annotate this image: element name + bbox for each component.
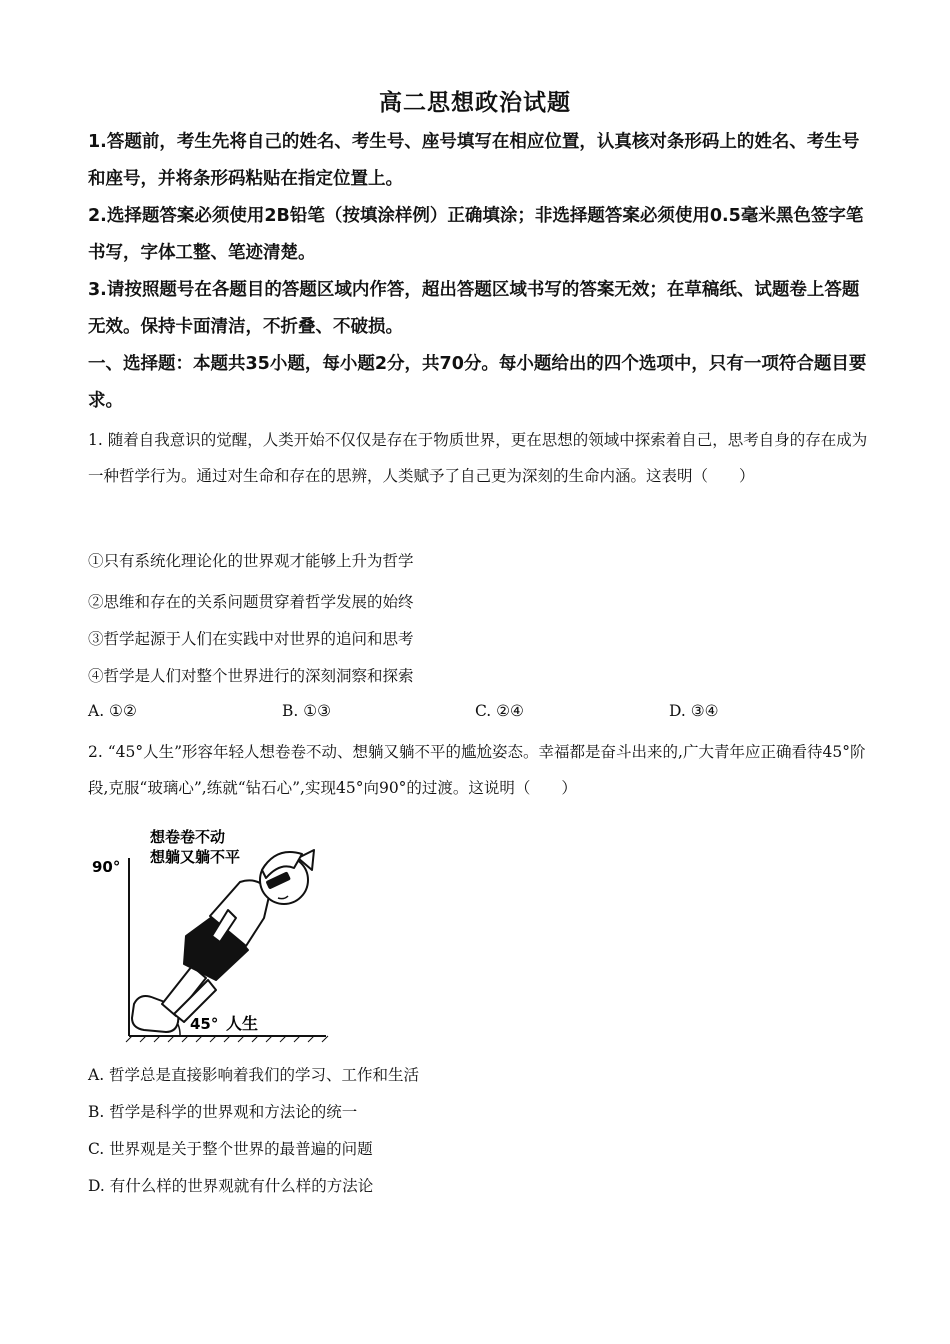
axis-label-90: 90° bbox=[92, 858, 121, 876]
caption-line-1: 想卷卷不动 bbox=[150, 828, 226, 846]
q1-choice-b[interactable]: B. ①③ bbox=[282, 702, 332, 720]
q1-choice-a[interactable]: A. ①② bbox=[88, 702, 137, 720]
q2-choice-c[interactable]: C. 世界观是关于整个世界的最普遍的问题 bbox=[88, 1140, 373, 1158]
q1-choice-d[interactable]: D. ③④ bbox=[669, 702, 719, 720]
q1-choice-c[interactable]: C. ②④ bbox=[475, 702, 524, 720]
q1-choices bbox=[88, 702, 868, 726]
page-title: 高二思想政治试题 bbox=[379, 90, 571, 116]
section-heading: 一、选择题：本题共35小题，每小题2分，共70分。每小题给出的四个选项中，只有一项符合题目要求。 bbox=[88, 354, 867, 411]
q1-statement-1: ①只有系统化理论化的世界观才能够上升为哲学 bbox=[88, 552, 414, 570]
q1-statement-4: ④哲学是人们对整个世界进行的深刻洞察和探索 bbox=[88, 667, 414, 685]
notice-2: 2.选择题答案必须使用2B铅笔（按填涂样例）正确填涂；非选择题答案必须使用0.5毫米黑色签字笔书写，字体工整、笔迹清楚。 bbox=[88, 206, 864, 263]
notice-1: 1.答题前，考生先将自己的姓名、考生号、座号填写在相应位置，认真核对条形码上的姓名、考生号和座号，并将条形码粘贴在指定位置上。 bbox=[88, 132, 860, 189]
cartoon-45-degree-life bbox=[88, 818, 348, 1048]
q1-statement-2: ②思维和存在的关系问题贯穿着哲学发展的始终 bbox=[88, 593, 414, 611]
q2-choice-d[interactable]: D. 有什么样的世界观就有什么样的方法论 bbox=[88, 1177, 374, 1195]
notice-3: 3.请按照题号在各题目的答题区域内作答，超出答题区域书写的答案无效；在草稿纸、试题卷上答题无效。保持卡面清洁，不折叠、不破损。 bbox=[88, 280, 860, 337]
q1-statement-3: ③哲学起源于人们在实践中对世界的追问和思考 bbox=[88, 630, 414, 648]
caption-line-2: 想躺又躺不平 bbox=[150, 848, 241, 866]
angle-word: 人生 bbox=[226, 1014, 259, 1033]
angle-label-45: 45° bbox=[190, 1015, 219, 1033]
q2-figure bbox=[88, 818, 348, 1048]
q2-choice-a[interactable]: A. 哲学总是直接影响着我们的学习、工作和生活 bbox=[88, 1066, 420, 1084]
question-1-stem: 1. 随着自我意识的觉醒，人类开始不仅仅是存在于物质世界，更在思想的领域中探索着自己，思考自身的存在成为一种哲学行为。通过对生命和存在的思辨，人类赋予了自己更为深刻的生命内涵。这表明（ ） bbox=[88, 431, 868, 485]
q2-choice-b[interactable]: B. 哲学是科学的世界观和方法论的统一 bbox=[88, 1103, 358, 1121]
question-2-stem: 2. “45°人生”形容年轻人想卷卷不动、想躺又躺不平的尴尬姿态。幸福都是奋斗出来的,广大青年应正确看待45°阶段,克服“玻璃心”,练就“钻石心”,实现45°向90°的过渡。这说明（ ） bbox=[88, 743, 866, 797]
